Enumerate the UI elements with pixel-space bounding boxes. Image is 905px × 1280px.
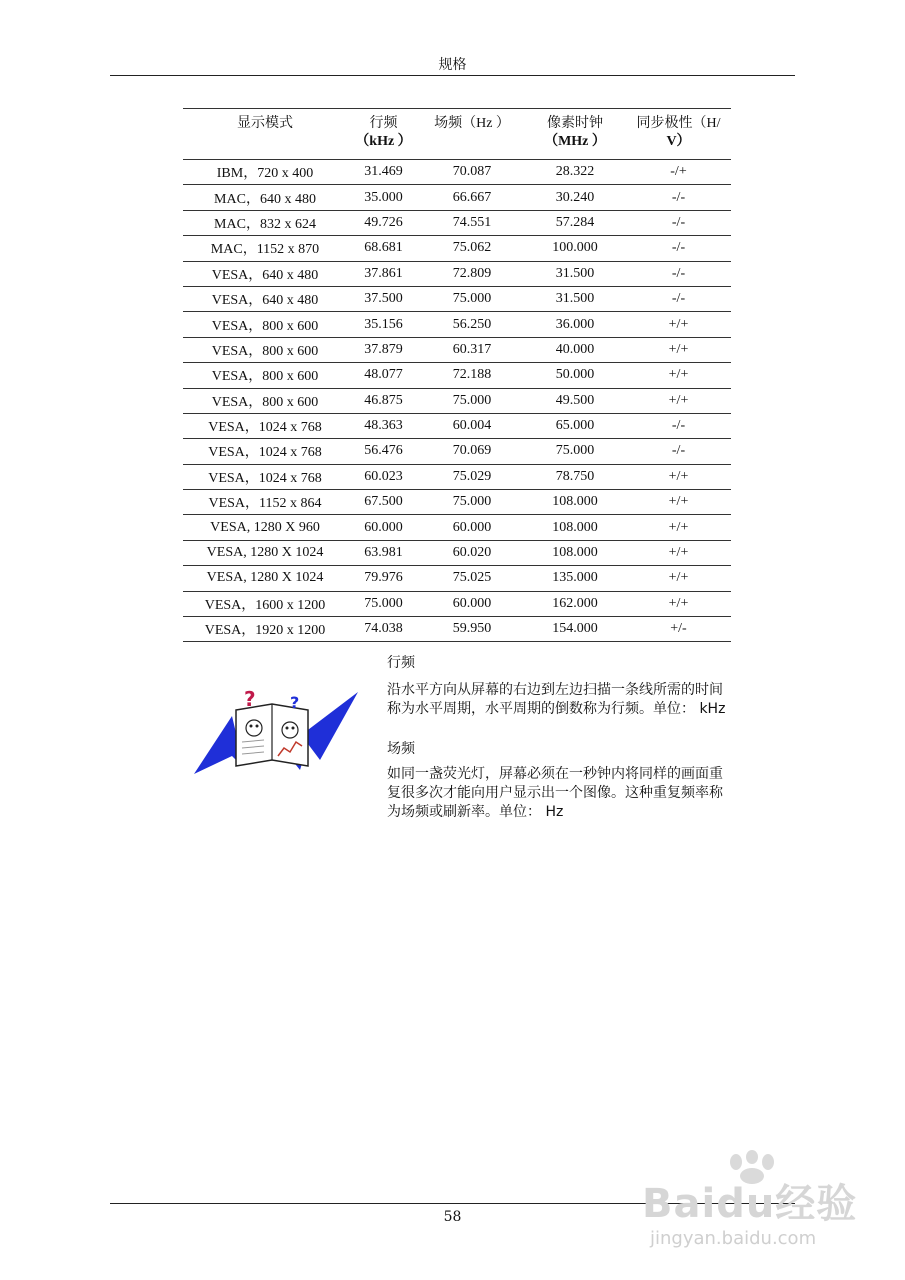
cell-display-mode: VESA, 1280 X 960 [210, 519, 320, 535]
cell-v-freq: 75.000 [452, 494, 492, 510]
cell-v-freq: 75.029 [452, 468, 492, 484]
table-row [183, 617, 731, 642]
cell-pixel-clock: 75.000 [555, 443, 595, 459]
table-row [183, 591, 731, 616]
cell-sync-polarity: +/+ [668, 392, 689, 408]
header-v-freq [420, 109, 524, 160]
cell-v-freq: 70.069 [452, 443, 492, 459]
cell-h-freq: 46.875 [364, 392, 403, 408]
header-label: 像素时钟 [547, 116, 603, 131]
cell-pixel-clock: 108.000 [552, 494, 598, 510]
cell-pixel-clock: 154.000 [552, 621, 598, 637]
table-row [183, 236, 731, 261]
cell-sync-polarity: +/+ [668, 570, 689, 586]
table-row [183, 286, 731, 311]
cell-sync-polarity: -/- [671, 418, 686, 434]
cell-v-freq: 59.950 [452, 621, 492, 637]
header-display-mode [183, 109, 347, 160]
watermark [642, 1150, 872, 1260]
table-row [183, 160, 731, 185]
cell-h-freq: 68.681 [364, 240, 403, 256]
cell-display-mode: MAC，640 x 480 [214, 191, 316, 207]
cell-h-freq: 60.000 [364, 519, 403, 535]
cell-sync-polarity: +/- [670, 621, 687, 637]
header-unit: （kHz ） [355, 134, 412, 149]
cell-v-freq: 75.025 [452, 570, 492, 586]
cell-v-freq: 60.020 [452, 545, 492, 561]
cell-display-mode: VESA，1024 x 768 [208, 470, 322, 486]
v-freq-description: 如同一盏荧光灯，屏幕必须在一秒钟内将同样的画面重复很多次才能向用户显示出一个图像。这种重复频率称为场频或刷新率。单位： Hz [387, 766, 723, 820]
question-mark-icon: ? [290, 693, 300, 712]
cell-sync-polarity: +/+ [668, 341, 689, 357]
table-header-row [183, 109, 731, 160]
cell-display-mode: VESA，1024 x 768 [208, 420, 322, 436]
cell-pixel-clock: 49.500 [555, 392, 595, 408]
cell-display-mode: VESA，1600 x 1200 [204, 597, 326, 613]
cell-sync-polarity: -/- [671, 291, 686, 307]
cell-display-mode: VESA，640 x 480 [211, 293, 319, 309]
header-label: 场频（Hz ） [434, 116, 510, 131]
cell-v-freq: 60.000 [452, 595, 492, 611]
page-header-title: 规格 [438, 57, 467, 73]
cell-v-freq: 74.551 [452, 214, 492, 230]
cell-display-mode: MAC，832 x 624 [214, 216, 316, 232]
header-unit: V） [666, 134, 691, 149]
cell-pixel-clock: 40.000 [555, 341, 595, 357]
cell-sync-polarity: +/+ [668, 468, 689, 484]
cell-h-freq: 67.500 [364, 494, 403, 510]
cell-v-freq: 66.667 [452, 189, 492, 205]
table-row [183, 540, 731, 565]
cell-v-freq: 75.062 [452, 240, 492, 256]
cell-h-freq: 48.077 [364, 367, 403, 383]
cell-v-freq: 60.004 [452, 418, 492, 434]
table-row [183, 185, 731, 210]
cell-sync-polarity: -/- [671, 443, 686, 459]
cell-h-freq: 56.476 [364, 443, 403, 459]
cell-sync-polarity: +/+ [668, 494, 689, 510]
table-row [183, 312, 731, 337]
page-number: 58 [443, 1209, 462, 1225]
cell-h-freq: 37.500 [364, 291, 403, 307]
cell-display-mode: VESA，800 x 600 [211, 394, 319, 410]
cell-pixel-clock: 135.000 [552, 570, 598, 586]
cell-pixel-clock: 65.000 [555, 418, 595, 434]
question-mark-icon: ? [244, 690, 256, 711]
v-freq-title: 场频 [387, 741, 415, 757]
cell-display-mode: MAC，1152 x 870 [210, 242, 320, 258]
cell-pixel-clock: 162.000 [552, 595, 598, 611]
cell-display-mode: VESA，1152 x 864 [208, 496, 322, 512]
cell-v-freq: 72.188 [452, 367, 492, 383]
cell-pixel-clock: 57.284 [555, 214, 595, 230]
cell-pixel-clock: 78.750 [555, 468, 595, 484]
cell-display-mode: VESA, 1280 X 1024 [206, 570, 324, 586]
cell-pixel-clock: 36.000 [555, 316, 595, 332]
table-row [183, 337, 731, 362]
cell-sync-polarity: +/+ [668, 545, 689, 561]
cell-h-freq: 63.981 [364, 545, 403, 561]
table-row [183, 413, 731, 438]
timing-table [183, 108, 731, 642]
cell-sync-polarity: +/+ [668, 367, 689, 383]
cell-h-freq: 37.861 [364, 265, 403, 281]
table-row [183, 490, 731, 515]
cell-pixel-clock: 30.240 [555, 189, 595, 205]
cell-pixel-clock: 108.000 [552, 519, 598, 535]
cell-display-mode: VESA，1920 x 1200 [204, 623, 326, 639]
cell-display-mode: VESA，1024 x 768 [208, 445, 322, 461]
cell-v-freq: 60.000 [452, 519, 492, 535]
cell-pixel-clock: 108.000 [552, 545, 598, 561]
header-sync-polarity [626, 109, 731, 160]
cell-pixel-clock: 31.500 [555, 265, 595, 281]
cell-sync-polarity: +/+ [668, 595, 689, 611]
cell-pixel-clock: 100.000 [552, 240, 598, 256]
cell-sync-polarity: -/+ [670, 164, 687, 180]
cell-v-freq: 75.000 [452, 291, 492, 307]
cell-display-mode: VESA, 1280 X 1024 [206, 545, 324, 561]
cell-h-freq: 79.976 [364, 570, 403, 586]
cell-h-freq: 49.726 [364, 214, 403, 230]
character-face-left [246, 720, 262, 736]
header-label: 同步极性（H/ [636, 116, 721, 131]
table-row [183, 210, 731, 235]
watermark-brand: Baidu经验 [642, 1181, 858, 1227]
cell-sync-polarity: -/- [671, 265, 686, 281]
header-unit: （MHz ） [544, 134, 606, 149]
character-face-right [282, 722, 298, 738]
cell-display-mode: VESA，640 x 480 [211, 267, 319, 283]
cell-pixel-clock: 31.500 [555, 291, 595, 307]
header-label: 行频 [369, 116, 398, 131]
header-rule [110, 75, 795, 76]
header-label: 显示模式 [237, 116, 293, 131]
cell-sync-polarity: -/- [671, 240, 686, 256]
watermark-url: jingyan.baidu.com [650, 1228, 817, 1249]
table-body [183, 160, 731, 642]
cell-v-freq: 56.250 [452, 316, 492, 332]
cell-h-freq: 48.363 [364, 418, 403, 434]
cell-display-mode: IBM，720 x 400 [216, 166, 314, 182]
cell-h-freq: 35.000 [364, 189, 403, 205]
header-pixel-clock [524, 109, 626, 160]
table-row [183, 464, 731, 489]
table-row [183, 439, 731, 464]
cell-h-freq: 74.038 [364, 621, 403, 637]
cell-v-freq: 70.087 [452, 164, 492, 180]
cell-h-freq: 35.156 [364, 316, 403, 332]
cell-display-mode: VESA，800 x 600 [211, 343, 319, 359]
cell-pixel-clock: 28.322 [555, 164, 595, 180]
table-row [183, 515, 731, 540]
h-freq-title: 行频 [387, 655, 415, 671]
help-illustration [192, 690, 360, 780]
cell-sync-polarity: -/- [671, 214, 686, 230]
cell-v-freq: 60.317 [452, 341, 492, 357]
cell-sync-polarity: +/+ [668, 519, 689, 535]
table-row [183, 388, 731, 413]
cell-h-freq: 75.000 [364, 595, 403, 611]
cell-pixel-clock: 50.000 [555, 367, 595, 383]
cell-h-freq: 31.469 [364, 164, 403, 180]
table-row [183, 261, 731, 286]
table-row [183, 566, 731, 591]
cell-v-freq: 72.809 [452, 265, 492, 281]
cell-h-freq: 60.023 [364, 468, 403, 484]
header-h-freq [347, 109, 420, 160]
table-row [183, 363, 731, 388]
cell-sync-polarity: -/- [671, 189, 686, 205]
cell-display-mode: VESA，800 x 600 [211, 318, 319, 334]
cell-display-mode: VESA，800 x 600 [211, 369, 319, 385]
cell-sync-polarity: +/+ [668, 316, 689, 332]
cell-v-freq: 75.000 [452, 392, 492, 408]
cell-h-freq: 37.879 [364, 341, 403, 357]
h-freq-description: 沿水平方向从屏幕的右边到左边扫描一条线所需的时间称为水平周期，水平周期的倒数称为行频。单位： kHz [387, 682, 726, 717]
